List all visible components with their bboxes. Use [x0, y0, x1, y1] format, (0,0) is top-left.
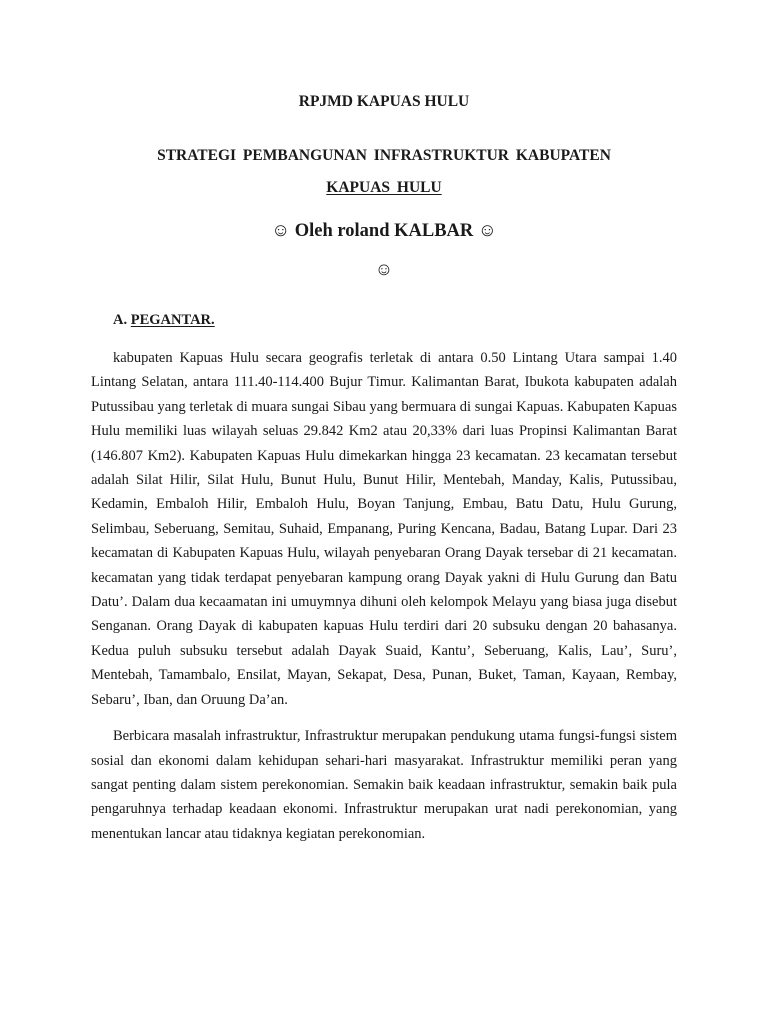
section-number: A.	[113, 312, 128, 328]
document-subtitle	[91, 140, 677, 204]
paragraph-intro: kabupaten Kapuas Hulu secara geografis terletak di antara 0.50 Lintang Utara sampai 1.40 Lintang Selatan, antara 111.40-114.400 Bujur Timur. Kalimantan Barat, Ibukota kabupaten adalah Putussibau yang terletak di muara sungai Sibau yang bermuara di sungai Kapuas. Kabupaten Kapuas Hulu memiliki luas wilayah seluas 29.842 Km2 atau 20,33% dari luas Propinsi Kalimantan Barat (146.807 Km2). Kabupaten Kapuas Hulu dimekarkan hingga 23 kecamatan. 23 kecamatan tersebut adalah Silat Hilir, Silat Hulu, Bunut Hulu, Bunut Hilir, Mentebah, Manday, Kalis, Putussibau, Kedamin, Embaloh Hilir, Embaloh Hulu, Boyan Tanjung, Embau, Batu Datu, Hulu Gurung, Selimbau, Seberuang, Semitau, Suhaid, Empanang, Puring Kencana, Badau, Batang Lupar. Dari 23 kecamatan di Kabupaten Kapuas Hulu, wilayah penyebaran Orang Dayak tersebar di 21 kecamatan. kecamatan yang tidak terdapat penyebaran kampung orang Dayak yakni di Hulu Gurung dan Batu Datu’. Dalam dua kecaamatan ini umuymnya dihuni oleh kelompok Melayu yang biasa juga disebut Senganan. Orang Dayak di kabupaten kapuas Hulu terdiri dari 20 subsuku dengan 20 bahasanya. Kedua puluh subsuku tersebut adalah Dayak Suaid, Kantu’, Seberuang, Kalis, Lau’, Suru’, Mentebah, Tamambalo, Ensilat, Mayan, Sekapat, Desa, Punan, Buket, Taman, Kayaan, Rembay, Sebaru’, Iban, dan Oruung Da’an.	[91, 350, 677, 708]
subtitle-line-2: KAPUAS HULU	[326, 179, 442, 196]
author-line: ☺ Oleh roland KALBAR ☺	[271, 221, 497, 241]
section-heading	[113, 308, 677, 332]
document-title: RPJMD KAPUAS HULU	[298, 93, 470, 110]
smiley-icon: ☺	[374, 259, 394, 279]
paragraph-infrastructure: Berbicara masalah infrastruktur, Infrastruktur merupakan pendukung utama fungsi-fungsi sistem sosial dan ekonomi dalam kehidupan sehari-hari masyarakat. Infrastruktur memiliki peran yang sangat penting dalam sistem perekonomian. Semakin baik keadaan infrastruktur, semakin baik pula pengaruhnya terhadap keadaan ekonomi. Infrastruktur merupakan urat nadi perekonomian, yang menentukan lancar atau tidaknya kegiatan perekonomian.	[91, 728, 677, 842]
document-body	[91, 88, 677, 846]
subtitle-line-1: STRATEGI PEMBANGUNAN INFRASTRUKTUR KABUPATEN	[157, 147, 611, 164]
section-label: PEGANTAR.	[130, 312, 215, 328]
